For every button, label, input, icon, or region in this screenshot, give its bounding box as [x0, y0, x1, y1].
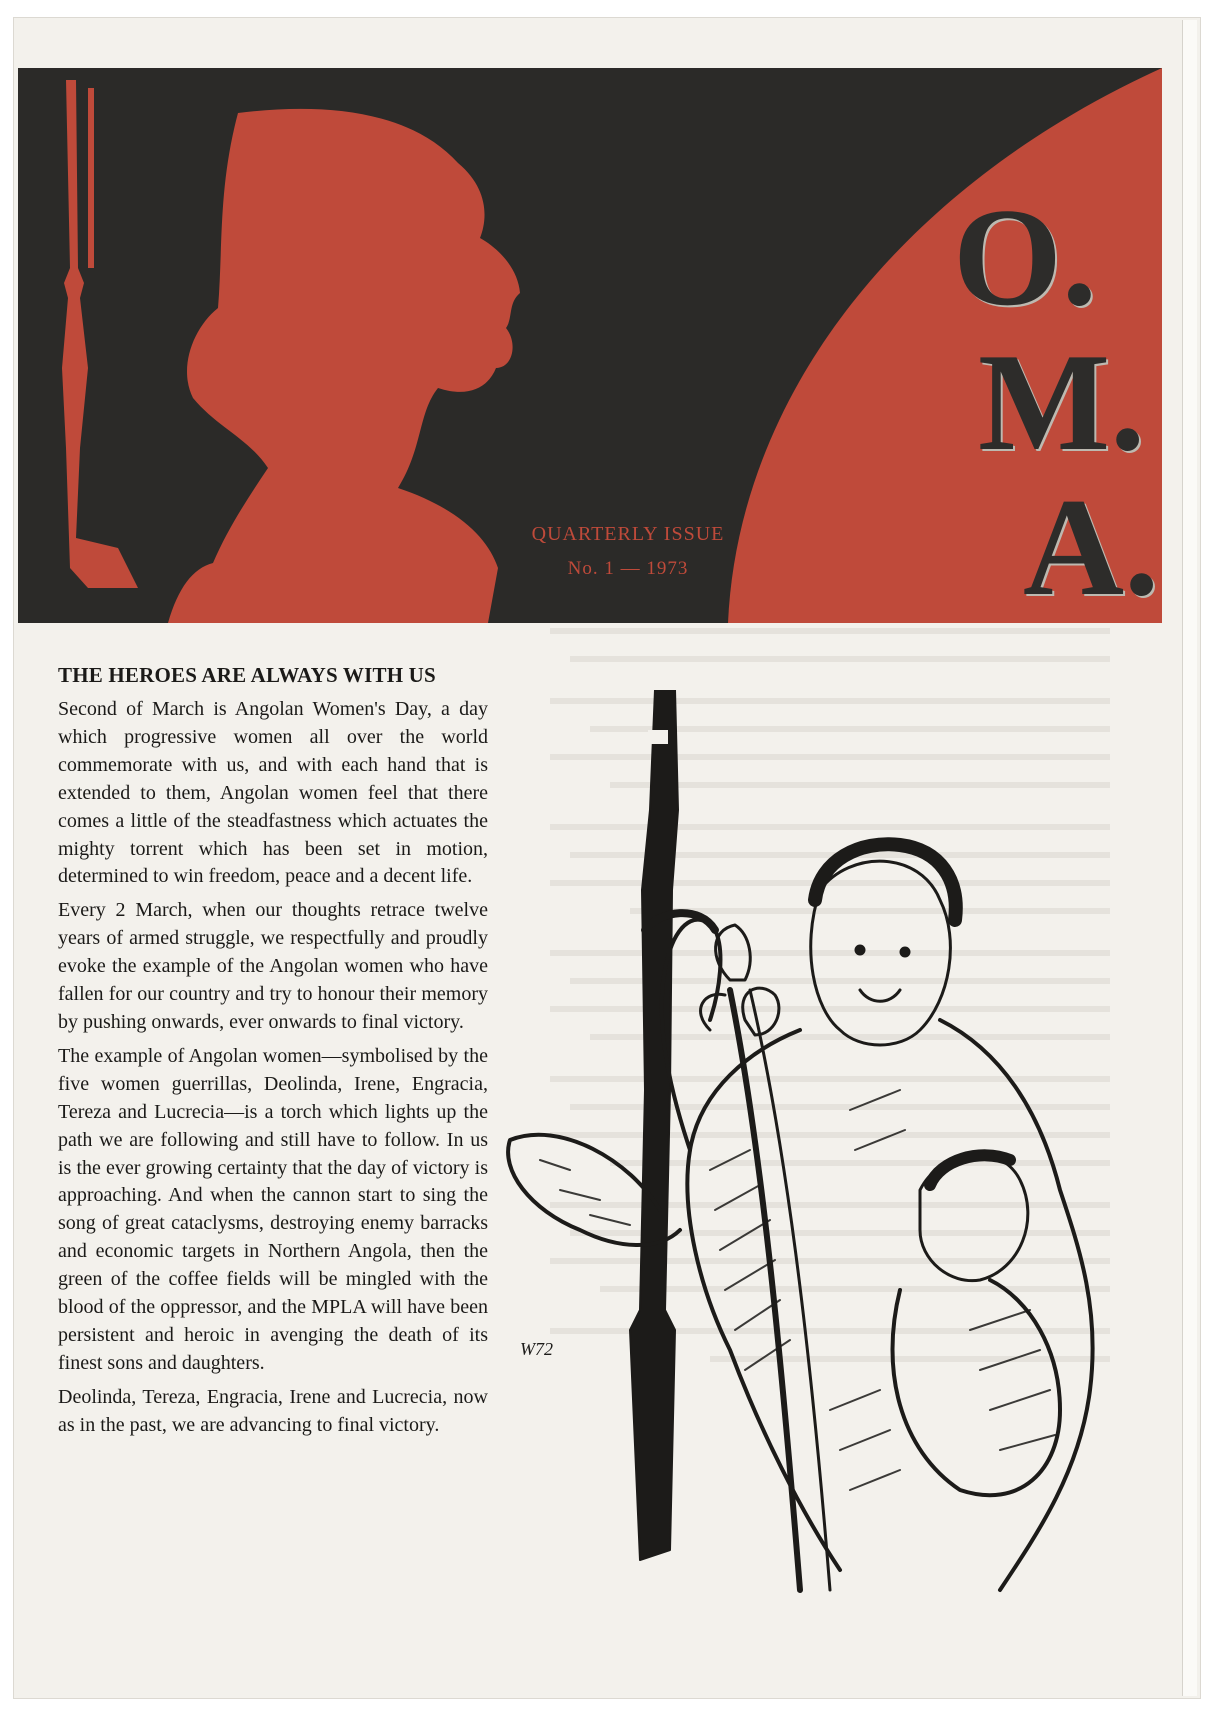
rifle-drawing: [630, 690, 678, 1560]
child-body-drawing: [893, 1280, 1061, 1495]
article-paragraph: Every 2 March, when our thoughts retrace twelve years of armed struggle, we respectfully and proudly evoke the example of the Angolan women who have fallen for our country and try to honour their memory by pushing onwards, ever onwards to final victory.: [58, 899, 488, 1033]
hair-drawing: [815, 844, 956, 920]
cloth-strap-drawing: [730, 990, 800, 1590]
masthead-banner: [18, 68, 1162, 623]
masthead-letter-o: O.: [953, 180, 1097, 335]
rifle-silhouette: [62, 80, 138, 588]
woman-head-drawing: [811, 861, 951, 1045]
body-outline-left: [687, 1030, 840, 1570]
masthead-letter-a: A.: [1023, 470, 1160, 623]
article-title: THE HEROES ARE ALWAYS WITH US: [58, 663, 436, 687]
article-paragraph: Deolinda, Tereza, Engracia, Irene and Lucrecia, now as in the past, we are advancing to final victory.: [58, 1385, 488, 1436]
issue-number: No. 1 — 1973: [567, 558, 689, 579]
body-outline-right: [940, 1020, 1093, 1590]
artist-signature: W72: [520, 1339, 553, 1359]
issue-label: QUARTERLY ISSUE: [531, 523, 725, 545]
article: [58, 663, 488, 1446]
article-paragraph: The example of Angolan women—symbolised by the five women guerrillas, Deolinda, Irene, Engracia, Tereza and Lucrecia—is a torch which lights up the path we are following and still have to follow. In us is the ever growing certainty that the day of victory is approaching. And when the cannon start to sing the song of great cataclysms, destroying enemy barracks and economic targets in Northern Angola, then the green of the coffee fields will be mingled with the blood of the oppressor, and the MPLA will have been persistent and heroic in avenging the death of its finest sons and daughters.: [58, 1044, 488, 1374]
woman-with-rifle-and-child-drawing: [500, 690, 1120, 1650]
page-edge: [1182, 20, 1197, 1696]
rifle-barrel: [88, 88, 94, 268]
masthead-letter-m: M.: [978, 325, 1146, 480]
article-paragraph: Second of March is Angolan Women's Day, a day which progressive women all over the world commemorate with us, and with each hand that is extended to them, Angolan women feel that there comes a little of the steadfastness which actuates the mighty torrent which has been set in motion, determined to win freedom, peace and a decent life.: [58, 698, 488, 888]
